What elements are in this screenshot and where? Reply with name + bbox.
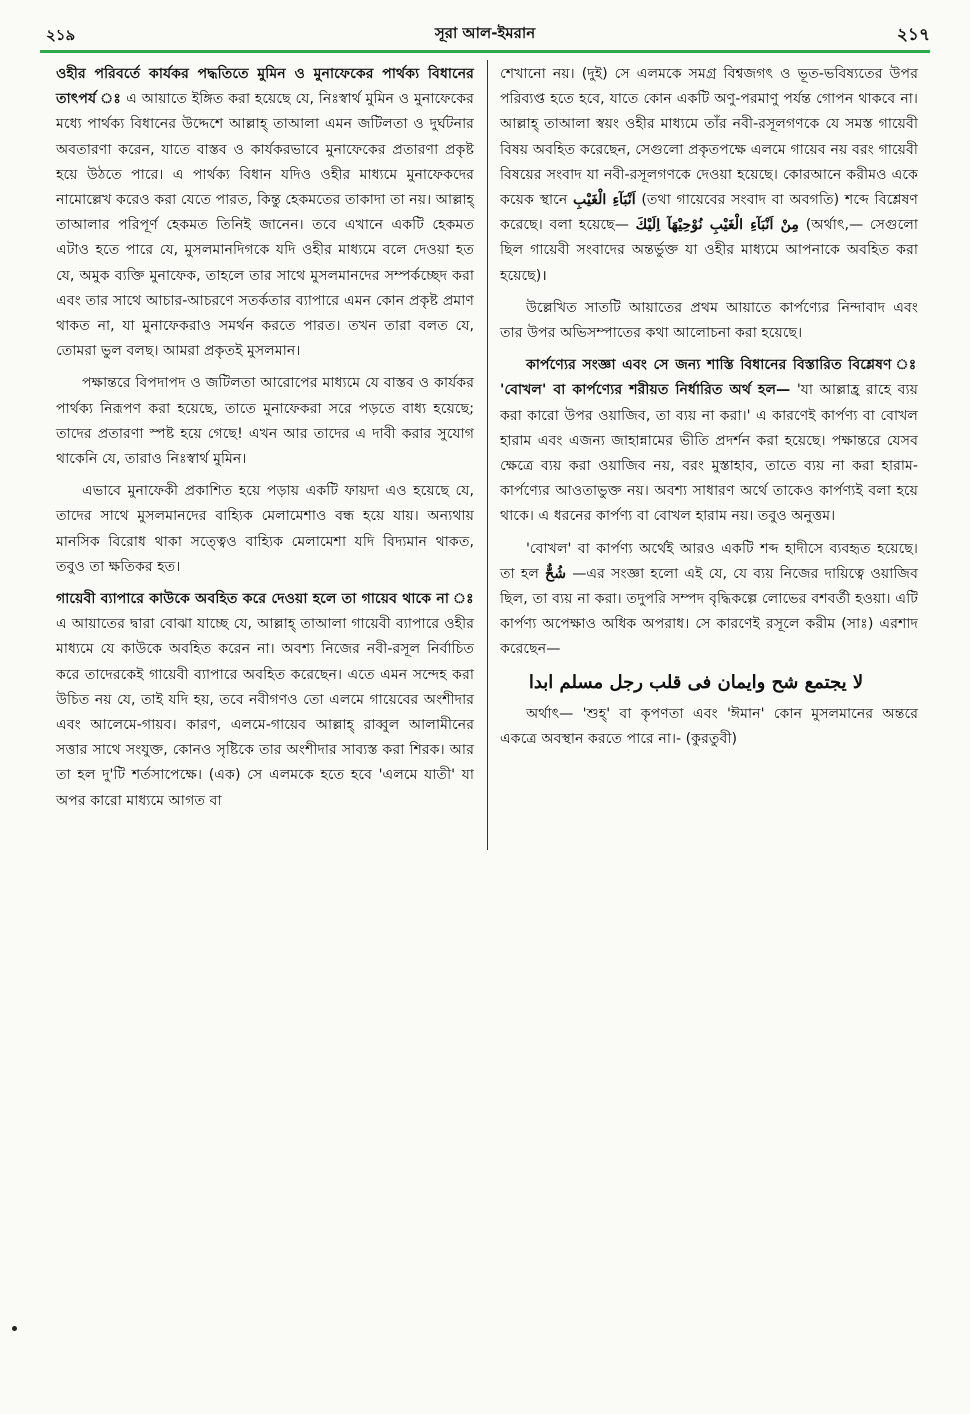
arabic-word: شُحٌّ bbox=[545, 565, 567, 582]
paragraph: এভাবে মুনাফেকী প্রকাশিত হয়ে পড়ায় একটি ফায়দা এও হয়েছে যে, তাদের সাথে মুসলমানদের বাহ্যিক মেলামেশাও বন্ধ হয়ে যায়। অন্যথায় মানসিক বিরোধ থাকা সত্ত্বেও বাহ্যিক মেলামেশা যদি বিদ্যমান থাকত, তবুও তা ক্ষতিকর হত। bbox=[56, 483, 474, 575]
paragraph-text: 'বোখল' বা কার্পণ্য অর্থেই আরও একটি শব্দ হাদীসে ব্যবহৃত হয়েছে। তা হল bbox=[500, 540, 918, 582]
column-divider bbox=[487, 60, 488, 850]
paragraph bbox=[56, 62, 474, 364]
arabic-phrase: اَنْبَآءِ الْغَيْبِ bbox=[573, 192, 636, 209]
paragraph-text: (তথা গায়েবের সংবাদ বা অবগতি) শব্দে বিশ্লেষণ করেছে। বলা হয়েছে— bbox=[500, 192, 919, 234]
section-heading: গায়েবী ব্যাপারে কাউকে অবহিত করে দেওয়া হলে তা গায়েব থাকে না ঃ bbox=[56, 591, 474, 608]
section-heading: ওহীর পরিবর্তে কার্যকর পদ্ধতিতে মুমিন ও মুনাফেকের পার্থক্য বিধানের তাৎপর্য ঃ bbox=[56, 66, 474, 108]
paragraph: অর্থাৎ— 'শুহ্' বা কৃপণতা এবং 'ঈমান' কোন মুসলমানের অন্তরে একত্রে অবস্থান করতে পারে না।- (কুরতুবী) bbox=[500, 705, 918, 748]
paragraph: পক্ষান্তরে বিপদাপদ ও জটিলতা আরোপের মাধ্যমে যে বাস্তব ও কার্যকর পার্থক্য নিরূপণ করা হয়েছে, তাতে মুনাফেকরা সরে পড়তে বাধ্য হয়েছে; তাদের প্রতারণা স্পষ্ট হয়ে গেছে! এখন আর তাদের এ দাবী করার সুযোগ থাকেনি যে, তারাও নিঃস্বার্থ মুমিন। bbox=[56, 375, 474, 468]
running-title: সূরা আল-ইমরান bbox=[434, 24, 536, 42]
paragraph bbox=[56, 587, 474, 814]
paragraph: উল্লেখিত সাতটি আয়াতের প্রথম আয়াতে কার্পণ্যের নিন্দাবাদ এবং তার উপর অভিসম্পাতের কথা আলোচনা করা হয়েছে। bbox=[500, 299, 918, 342]
paragraph-text: শেখানো নয়। (দুই) সে এলমকে সমগ্র বিশ্বজগৎ ও ভূত-ভবিষ্যতের উপর পরিব্যপ্ত হতে হবে, যাতে কোন একটি অণু-পরমাণু পর্যন্ত গোপন থাকবে না। আল্লাহ্ তাআলা স্বয়ং ওহীর মাধ্যমে তাঁর নবী-রসূলগণকে যে সমস্ত গায়েবী বিষয় অবহিত করেছেন, সেগুলো প্রকৃতপক্ষে এলমে গায়েব নয় বরং গায়েবী বিষয়ের সংবাদ যা নবী-রসূলগণকে দেওয়া হয়েছে। কোরআনে করীমও একে কয়েক স্থানে bbox=[500, 66, 918, 209]
header-rule bbox=[40, 50, 930, 53]
page-number-left: ২১৯ bbox=[46, 26, 76, 44]
ink-speck bbox=[12, 1326, 17, 1331]
paragraph bbox=[500, 537, 918, 663]
paragraph-text: —এর সংজ্ঞা হলো এই যে, যে ব্যয় নিজের দায়িত্বে ওয়াজিব ছিল, তা ব্যয় না করা। তদুপরি সম্পদ বৃদ্ধিকল্পে লোভের বশবর্তী হওয়া। এটি কার্পণ্য অপেক্ষাও অধিক অপরাধ। সে কারণেই রসূলে করীম (সাঃ) এরশাদ করেছেন— bbox=[500, 565, 919, 658]
left-column bbox=[56, 62, 474, 821]
section-heading: কার্পণ্যের সংজ্ঞা এবং সে জন্য শাস্তি বিধানের বিস্তারিত বিশ্লেষণ ঃ 'বোখল' বা কার্পণ্যের শরীয়ত নির্ধারিত অর্থ হল— bbox=[500, 357, 918, 399]
paragraph bbox=[500, 62, 918, 289]
paragraph-text: 'যা আল্লাহ্র রাহে ব্যয় করা কারো উপর ওয়াজিব, তা ব্যয় না করা।' এ কারণেই কার্পণ্য বা বোখল হারাম এবং এজন্য জাহান্নামের ভীতি প্রদর্শন করা হয়েছে। পক্ষান্তরে যেসব ক্ষেত্রে ব্যয় করা ওয়াজিব নয়, বরং মুস্তাহাব, তাতে ব্যয় না করা হারাম-কার্পণ্যের আওতাভুক্ত নয়। অবশ্য সাধারণ অর্থে তাকেও কার্পণ্যই বলা হয়ে থাকে। এ ধরনের কার্পণ্য বা বোখল হারাম নয়। তবুও অনুত্তম। bbox=[500, 382, 919, 525]
right-column bbox=[500, 62, 918, 759]
paragraph-text: এ আয়াতের দ্বারা বোঝা যাচ্ছে যে, আল্লাহ্ তাআলা গায়েবী ব্যাপারে ওহীর মাধ্যমে যে কাউকে অবহিত করেন না। অবশ্য নিজের নবী-রসূল নির্বাচিত করে তাদেরকেই গায়েবী ব্যাপারে অবহিত করেছেন। এতে এমন সন্দেহ করা উচিত নয় যে, তাই যদি হয়, তবে নবীগণও তো এলমে গায়েবের অংশীদার এবং আলেমে-গায়ব। কারণ, এলমে-গায়েব আল্লাহ্ রাব্বুল আলামীনের সত্তার সাথে সংযুক্ত, কোনও সৃষ্টিকে তার অংশীদার সাব্যস্ত করা শিরক। আর তা হল দু'টি শর্তসাপেক্ষে। (এক) সে এলমকে হতে হবে 'এলমে যাতী' যা অপর কারো মাধ্যমে আগত বা bbox=[56, 616, 474, 809]
page-number-right: ২১৭ bbox=[896, 25, 930, 45]
hadith-quote: لا يجتمع شح وايمان فى قلب رجل مسلم ابدا bbox=[528, 671, 864, 693]
paragraph bbox=[500, 353, 918, 529]
paragraph-text: (অর্থাৎ,— সেগুলো ছিল গায়েবী সংবাদের অন্তর্ভুক্ত যা ওহীর মাধ্যমে আপনাকে অবহিত করা হয়েছে)। bbox=[500, 217, 919, 284]
arabic-verse: مِنْ اَنْبَآءِ الْغَيْبِ نُوْحِيْهَآ اِلَيْكَ bbox=[635, 217, 799, 234]
paragraph-text: এ আয়াতে ইঙ্গিত করা হয়েছে যে, নিঃস্বার্থ মুমিন ও মুনাফেকের মধ্যে পার্থক্য বিধানের উদ্দেশে আল্লাহ্ তাআলা এমন জটিলতা ও দুর্ঘটনার অবতারণা করেন, যাতে বাস্তব ও কার্যকরভাবে মুনাফেকের প্রতারণা প্রকৃষ্ট হয়ে উঠতে পারে। এ পার্থক্য বিধান যদিও ওহীর মাধ্যমে মুনাফেকদের নামোল্লেখ করেও করা যেতে পারত, কিন্তু হেকমতের তাকাদা তা নয়। আল্লাহ্ তাআলার পরিপূর্ণ হেকমত তিনিই জানেন। তবে এখানে একটি হেকমত এটাও হতে পারে যে, মুসলমানদিগকে যদি ওহীর মাধ্যমে বলে দেওয়া হত যে, অমুক ব্যক্তি মুনাফেক, তাহলে তার সাথে মুসলমানদের সম্পর্কচ্ছেদ করা এবং তার সাথে আচার-আচরণে সতর্কতার ব্যাপারে এমন কোন প্রকৃষ্ট প্রমাণ থাকত না, যা মুনাফেকরাও সমর্থন করতে পারত। তখন তারা বলত যে, তোমরা ভুল বলছ। আমরা প্রকৃতই মুসলমান। bbox=[56, 91, 474, 360]
